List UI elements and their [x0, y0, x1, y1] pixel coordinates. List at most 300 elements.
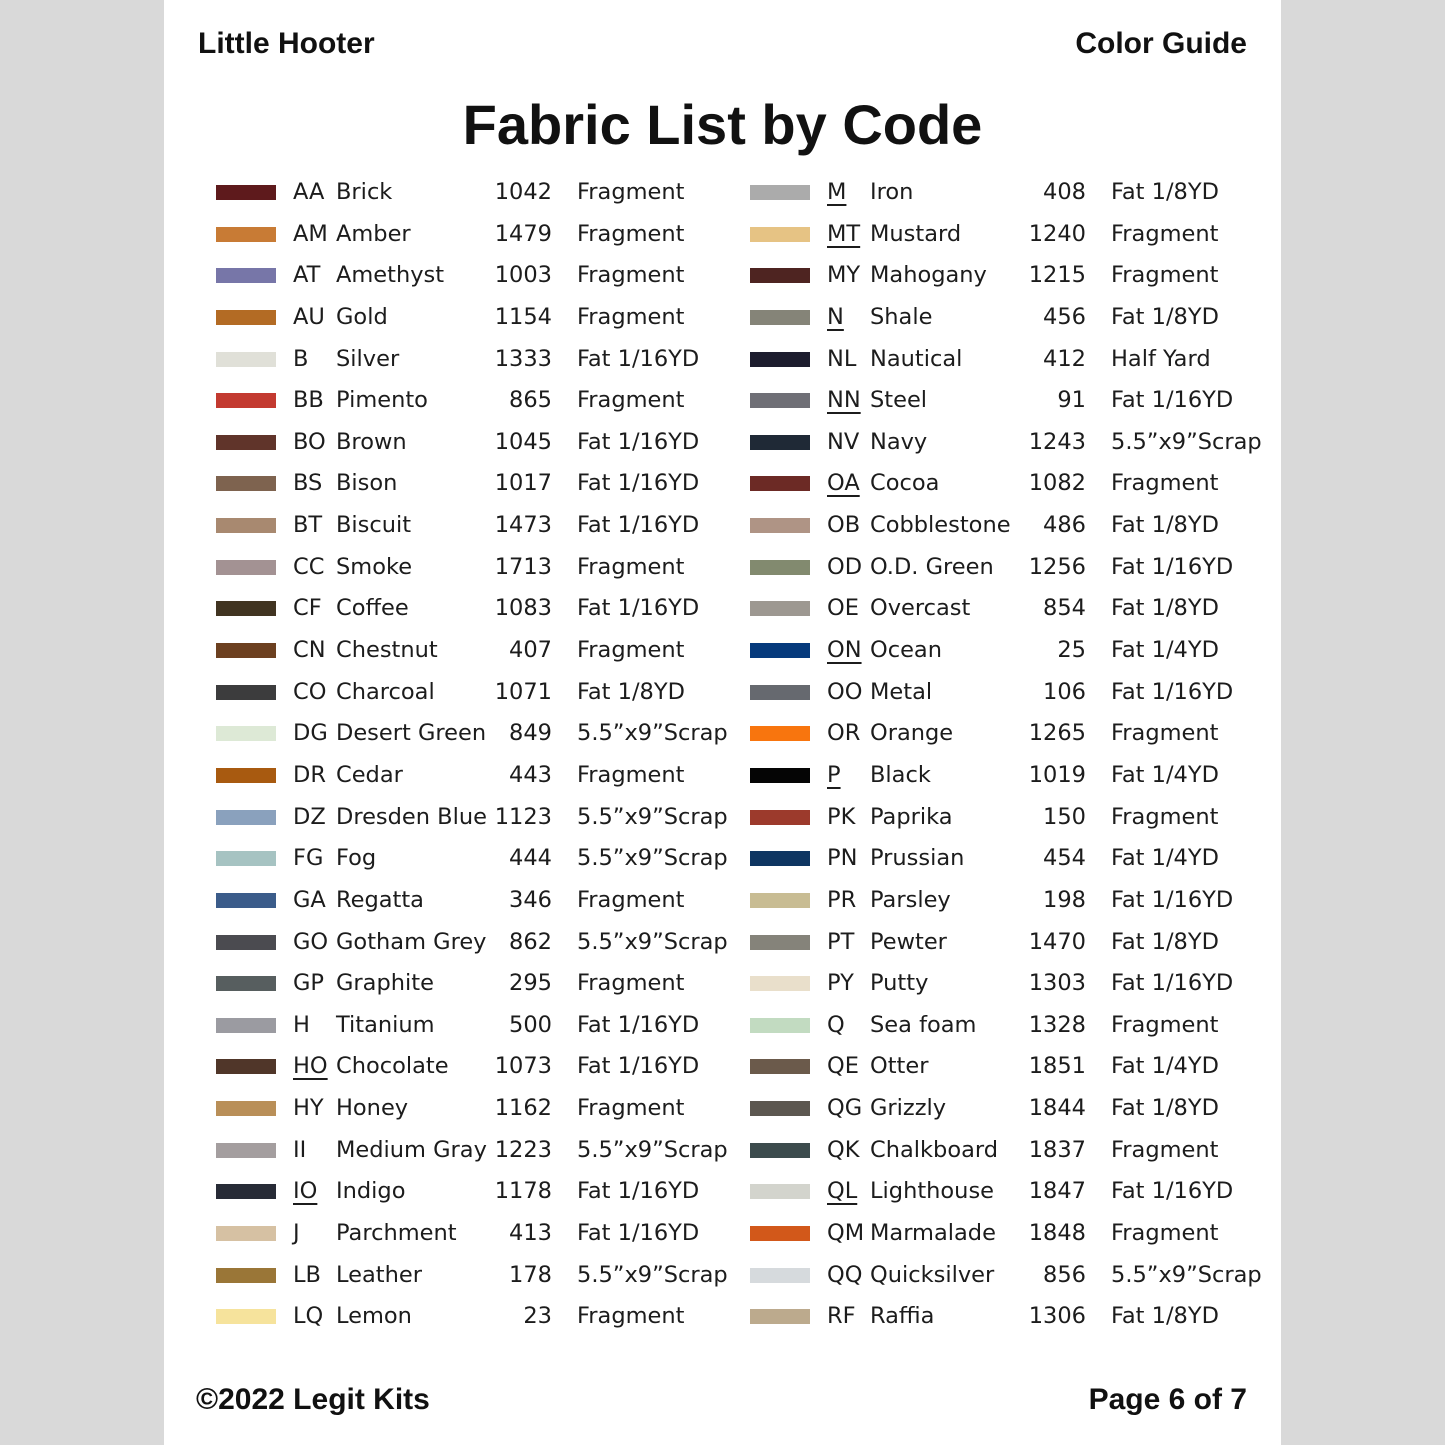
fabric-number: 178 — [509, 1261, 552, 1288]
fabric-code: BS — [293, 470, 323, 497]
color-swatch — [750, 352, 810, 367]
fabric-code: DG — [293, 720, 328, 747]
fabric-number: 1470 — [1028, 928, 1086, 955]
fabric-name: Medium Gray — [336, 1136, 487, 1163]
color-swatch — [216, 1226, 276, 1241]
fabric-code: LQ — [293, 1303, 324, 1330]
fabric-size: Fragment — [577, 1303, 685, 1330]
fabric-row — [750, 712, 1270, 754]
fabric-code: P — [827, 761, 841, 788]
fabric-number: 1265 — [1028, 720, 1086, 747]
fabric-row — [750, 1295, 1270, 1337]
fabric-number: 198 — [1043, 886, 1086, 913]
fabric-row — [216, 629, 736, 671]
fabric-size: Fat 1/8YD — [1111, 512, 1219, 539]
fabric-size: 5.5”x9”Scrap — [1111, 1261, 1262, 1288]
fabric-name: Ocean — [870, 637, 942, 664]
color-swatch — [216, 1143, 276, 1158]
fabric-number: 1306 — [1028, 1303, 1086, 1330]
fabric-code: HO — [293, 1053, 328, 1080]
fabric-size: Fat 1/8YD — [1111, 179, 1219, 205]
fabric-number: 454 — [1043, 845, 1086, 872]
color-swatch — [750, 1143, 810, 1158]
fabric-number: 1154 — [494, 303, 552, 330]
fabric-row — [216, 671, 736, 713]
fabric-size: Fragment — [577, 387, 685, 414]
fabric-number: 25 — [1057, 637, 1086, 664]
fabric-row — [216, 379, 736, 421]
color-swatch — [750, 976, 810, 991]
fabric-number: 1223 — [494, 1136, 552, 1163]
fabric-row — [216, 587, 736, 629]
color-swatch — [216, 1184, 276, 1199]
fabric-number: 856 — [1043, 1261, 1086, 1288]
fabric-row — [750, 213, 1270, 255]
fabric-code: GA — [293, 886, 326, 913]
fabric-size: Fat 1/16YD — [1111, 387, 1234, 414]
color-swatch — [750, 227, 810, 242]
fabric-number: 407 — [509, 637, 552, 664]
color-swatch — [216, 393, 276, 408]
color-swatch — [216, 310, 276, 325]
fabric-row — [216, 338, 736, 380]
fabric-code: PT — [827, 928, 855, 955]
fabric-number: 1303 — [1028, 970, 1086, 997]
fabric-name: Dresden Blue — [336, 803, 487, 830]
fabric-name: Indigo — [336, 1178, 406, 1205]
color-swatch — [750, 518, 810, 533]
fabric-name: Overcast — [870, 595, 971, 622]
color-swatch — [216, 726, 276, 741]
fabric-code: QL — [827, 1178, 858, 1205]
fabric-row — [216, 421, 736, 463]
fabric-code: OB — [827, 512, 861, 539]
fabric-number: 1082 — [1028, 470, 1086, 497]
color-swatch — [750, 1268, 810, 1283]
fabric-row — [750, 1045, 1270, 1087]
fabric-row — [216, 837, 736, 879]
fabric-row — [750, 629, 1270, 671]
fabric-size: Fragment — [1111, 262, 1219, 289]
fabric-row — [750, 1087, 1270, 1129]
fabric-size: Fat 1/16YD — [1111, 1178, 1234, 1205]
fabric-row — [216, 1045, 736, 1087]
fabric-name: Graphite — [336, 970, 434, 997]
fabric-row — [750, 421, 1270, 463]
fabric-name: Pewter — [870, 928, 947, 955]
fabric-number: 1851 — [1028, 1053, 1086, 1080]
fabric-size: 5.5”x9”Scrap — [1111, 428, 1262, 455]
fabric-size: 5.5”x9”Scrap — [577, 1136, 728, 1163]
fabric-code: NV — [827, 428, 860, 455]
color-swatch — [216, 185, 276, 200]
color-swatch — [216, 601, 276, 616]
fabric-number: 1019 — [1028, 761, 1086, 788]
fabric-name: Marmalade — [870, 1220, 996, 1247]
fabric-size: Fragment — [1111, 720, 1219, 747]
color-swatch — [750, 643, 810, 658]
fabric-row — [750, 504, 1270, 546]
fabric-row — [216, 504, 736, 546]
fabric-code: IO — [293, 1178, 318, 1205]
page-number: Page 6 of 7 — [1088, 1383, 1247, 1416]
fabric-size: Fat 1/8YD — [1111, 303, 1219, 330]
fabric-name: Parsley — [870, 886, 951, 913]
fabric-size: Fragment — [1111, 220, 1219, 247]
fabric-code: PR — [827, 886, 857, 913]
fabric-name: Lighthouse — [870, 1178, 995, 1205]
fabric-row — [750, 671, 1270, 713]
color-swatch — [750, 601, 810, 616]
fabric-size: Fat 1/16YD — [577, 1053, 700, 1080]
fabric-number: 1073 — [494, 1053, 552, 1080]
color-swatch — [216, 1059, 276, 1074]
fabric-code: QQ — [827, 1261, 863, 1288]
fabric-row — [750, 1004, 1270, 1046]
color-swatch — [750, 810, 810, 825]
fabric-size: Fat 1/4YD — [1111, 761, 1219, 788]
color-swatch — [216, 768, 276, 783]
fabric-list-left — [216, 171, 736, 1337]
fabric-code: AA — [293, 179, 325, 205]
color-swatch — [750, 726, 810, 741]
fabric-size: Fat 1/16YD — [577, 470, 700, 497]
color-swatch — [216, 643, 276, 658]
fabric-number: 1713 — [494, 553, 552, 580]
fabric-size: Fat 1/8YD — [1111, 1303, 1219, 1330]
fabric-code: DZ — [293, 803, 326, 830]
color-swatch — [750, 935, 810, 950]
fabric-code: OR — [827, 720, 861, 747]
fabric-row — [216, 254, 736, 296]
fabric-size: Fat 1/16YD — [577, 1220, 700, 1247]
fabric-name: Parchment — [336, 1220, 457, 1247]
color-swatch — [750, 851, 810, 866]
fabric-name: Honey — [336, 1095, 409, 1122]
fabric-number: 862 — [509, 928, 552, 955]
color-swatch — [216, 1268, 276, 1283]
fabric-number: 1328 — [1028, 1011, 1086, 1038]
fabric-number: 1479 — [494, 220, 552, 247]
fabric-size: Fat 1/16YD — [1111, 886, 1234, 913]
fabric-code: QE — [827, 1053, 859, 1080]
fabric-row — [750, 587, 1270, 629]
fabric-name: Steel — [870, 387, 928, 414]
fabric-number: 1042 — [494, 179, 552, 205]
color-swatch — [216, 893, 276, 908]
fabric-name: Amber — [336, 220, 411, 247]
fabric-name: O.D. Green — [870, 553, 994, 580]
fabric-number: 1071 — [494, 678, 552, 705]
fabric-number: 1045 — [494, 428, 552, 455]
fabric-code: CN — [293, 637, 326, 664]
fabric-number: 456 — [1043, 303, 1086, 330]
fabric-size: Fat 1/16YD — [577, 595, 700, 622]
fabric-row — [216, 296, 736, 338]
fabric-size: Fat 1/16YD — [1111, 970, 1234, 997]
fabric-number: 1333 — [494, 345, 552, 372]
fabric-size: Fragment — [1111, 803, 1219, 830]
color-swatch — [750, 393, 810, 408]
fabric-name: Lemon — [336, 1303, 412, 1330]
fabric-size: Fat 1/16YD — [577, 512, 700, 539]
fabric-number: 1256 — [1028, 553, 1086, 580]
fabric-code: OD — [827, 553, 863, 580]
fabric-code: M — [827, 179, 847, 205]
guide-label: Color Guide — [1075, 27, 1247, 60]
fabric-code: CO — [293, 678, 327, 705]
fabric-size: Fragment — [577, 303, 685, 330]
fabric-row — [750, 1170, 1270, 1212]
fabric-row — [216, 712, 736, 754]
fabric-list-right — [750, 171, 1270, 1337]
fabric-row — [750, 879, 1270, 921]
fabric-size: Fat 1/8YD — [577, 678, 685, 705]
fabric-code: GO — [293, 928, 329, 955]
fabric-code: AU — [293, 303, 325, 330]
fabric-size: 5.5”x9”Scrap — [577, 928, 728, 955]
fabric-code: AT — [293, 262, 321, 289]
fabric-row — [750, 546, 1270, 588]
fabric-size: Fragment — [577, 1095, 685, 1122]
color-swatch — [750, 1309, 810, 1324]
fabric-name: Cobblestone — [870, 512, 1011, 539]
color-swatch — [750, 1059, 810, 1074]
fabric-name: Pimento — [336, 387, 428, 414]
fabric-name: Chocolate — [336, 1053, 449, 1080]
color-swatch — [750, 268, 810, 283]
fabric-number: 1848 — [1028, 1220, 1086, 1247]
fabric-row — [750, 254, 1270, 296]
fabric-row — [750, 1212, 1270, 1254]
fabric-row — [750, 1129, 1270, 1171]
fabric-number: 295 — [509, 970, 552, 997]
color-swatch — [750, 185, 810, 200]
color-swatch — [216, 476, 276, 491]
fabric-row — [216, 1087, 736, 1129]
fabric-row — [750, 837, 1270, 879]
fabric-row — [216, 213, 736, 255]
fabric-code: MT — [827, 220, 861, 247]
fabric-name: Otter — [870, 1053, 929, 1080]
fabric-size: 5.5”x9”Scrap — [577, 1261, 728, 1288]
fabric-name: Iron — [870, 179, 914, 205]
fabric-row — [216, 879, 736, 921]
fabric-row — [750, 1254, 1270, 1296]
fabric-size: Fat 1/16YD — [577, 428, 700, 455]
fabric-row — [750, 296, 1270, 338]
fabric-size: Fragment — [577, 970, 685, 997]
fabric-number: 91 — [1057, 387, 1086, 414]
fabric-size: Fragment — [1111, 470, 1219, 497]
fabric-row — [750, 921, 1270, 963]
color-swatch — [216, 352, 276, 367]
fabric-size: Fat 1/16YD — [577, 1011, 700, 1038]
fabric-size: 5.5”x9”Scrap — [577, 720, 728, 747]
fabric-name: Brown — [336, 428, 407, 455]
fabric-name: Quicksilver — [870, 1261, 995, 1288]
fabric-number: 150 — [1043, 803, 1086, 830]
fabric-row — [750, 462, 1270, 504]
color-swatch — [750, 1101, 810, 1116]
fabric-number: 1215 — [1028, 262, 1086, 289]
fabric-row — [216, 462, 736, 504]
fabric-row — [216, 1170, 736, 1212]
fabric-number: 346 — [509, 886, 552, 913]
fabric-code: PK — [827, 803, 856, 830]
fabric-name: Shale — [870, 303, 933, 330]
fabric-row — [750, 171, 1270, 213]
color-swatch — [216, 935, 276, 950]
fabric-number: 23 — [523, 1303, 552, 1330]
fabric-name: Biscuit — [336, 512, 412, 539]
color-swatch — [750, 685, 810, 700]
fabric-name: Cocoa — [870, 470, 940, 497]
fabric-number: 486 — [1043, 512, 1086, 539]
fabric-name: Raffia — [870, 1303, 935, 1330]
fabric-number: 1123 — [494, 803, 552, 830]
fabric-number: 443 — [509, 761, 552, 788]
fabric-code: NL — [827, 345, 857, 372]
fabric-code: QK — [827, 1136, 860, 1163]
fabric-number: 849 — [509, 720, 552, 747]
page-title: Fabric List by Code — [462, 93, 983, 156]
fabric-name: Orange — [870, 720, 954, 747]
fabric-code: NN — [827, 387, 861, 414]
fabric-name: Putty — [870, 970, 929, 997]
fabric-name: Chestnut — [336, 637, 438, 664]
fabric-code: BT — [293, 512, 323, 539]
fabric-number: 106 — [1043, 678, 1086, 705]
fabric-name: Black — [870, 761, 931, 788]
fabric-code: QG — [827, 1095, 863, 1122]
fabric-number: 1003 — [494, 262, 552, 289]
fabric-row — [216, 754, 736, 796]
fabric-name: Regatta — [336, 886, 424, 913]
fabric-row — [216, 1129, 736, 1171]
fabric-name: Bison — [336, 470, 398, 497]
fabric-number: 1017 — [494, 470, 552, 497]
fabric-number: 1473 — [494, 512, 552, 539]
fabric-code: PN — [827, 845, 858, 872]
color-swatch — [750, 1018, 810, 1033]
fabric-name: Mustard — [870, 220, 962, 247]
fabric-number: 1837 — [1028, 1136, 1086, 1163]
fabric-code: OA — [827, 470, 860, 497]
fabric-name: Leather — [336, 1261, 422, 1288]
color-swatch — [216, 227, 276, 242]
fabric-number: 1844 — [1028, 1095, 1086, 1122]
copyright: ©2022 Legit Kits — [196, 1383, 430, 1416]
fabric-number: 1243 — [1028, 428, 1086, 455]
fabric-name: Navy — [870, 428, 928, 455]
color-swatch — [216, 1018, 276, 1033]
fabric-name: Titanium — [336, 1011, 435, 1038]
fabric-name: Brick — [336, 179, 393, 205]
color-swatch — [750, 893, 810, 908]
color-swatch — [216, 1309, 276, 1324]
fabric-size: Fragment — [577, 220, 685, 247]
color-swatch — [750, 1184, 810, 1199]
fabric-size: Fat 1/16YD — [1111, 678, 1234, 705]
fabric-code: OO — [827, 678, 863, 705]
guide-page — [164, 0, 1281, 1445]
fabric-number: 412 — [1043, 345, 1086, 372]
fabric-code: ON — [827, 637, 862, 664]
fabric-row — [750, 379, 1270, 421]
fabric-row — [750, 754, 1270, 796]
fabric-row — [216, 962, 736, 1004]
fabric-code: GP — [293, 970, 325, 997]
fabric-code: CF — [293, 595, 322, 622]
fabric-code: II — [293, 1136, 307, 1163]
color-swatch — [216, 560, 276, 575]
fabric-name: Cedar — [336, 761, 403, 788]
color-swatch — [750, 476, 810, 491]
color-swatch — [216, 976, 276, 991]
fabric-code: H — [293, 1011, 310, 1038]
fabric-code: RF — [827, 1303, 856, 1330]
color-swatch — [216, 435, 276, 450]
fabric-name: Gotham Grey — [336, 928, 487, 955]
fabric-number: 408 — [1043, 179, 1086, 205]
fabric-code: LB — [293, 1261, 321, 1288]
fabric-name: Smoke — [336, 553, 413, 580]
fabric-code: BO — [293, 428, 326, 455]
fabric-code: CC — [293, 553, 325, 580]
color-swatch — [216, 1101, 276, 1116]
fabric-number: 1162 — [494, 1095, 552, 1122]
fabric-size: 5.5”x9”Scrap — [577, 845, 728, 872]
fabric-code: PY — [827, 970, 854, 997]
fabric-size: Fragment — [577, 637, 685, 664]
color-swatch — [216, 851, 276, 866]
fabric-code: DR — [293, 761, 326, 788]
color-swatch — [216, 685, 276, 700]
fabric-size: Fragment — [1111, 1220, 1219, 1247]
fabric-size: Fat 1/4YD — [1111, 1053, 1219, 1080]
fabric-row — [216, 171, 736, 213]
fabric-row — [216, 1004, 736, 1046]
fabric-code: FG — [293, 845, 324, 872]
fabric-number: 1178 — [494, 1178, 552, 1205]
fabric-name: Nautical — [870, 345, 963, 372]
fabric-size: Fat 1/4YD — [1111, 845, 1219, 872]
fabric-name: Prussian — [870, 845, 965, 872]
fabric-code: Q — [827, 1011, 845, 1038]
fabric-name: Amethyst — [336, 262, 445, 289]
fabric-code: MY — [827, 262, 861, 289]
color-swatch — [750, 435, 810, 450]
fabric-row — [216, 1254, 736, 1296]
fabric-name: Grizzly — [870, 1095, 947, 1122]
fabric-number: 413 — [509, 1220, 552, 1247]
color-swatch — [750, 310, 810, 325]
fabric-code: AM — [293, 220, 328, 247]
fabric-number: 1847 — [1028, 1178, 1086, 1205]
fabric-code: QM — [827, 1220, 865, 1247]
fabric-size: Fat 1/8YD — [1111, 928, 1219, 955]
fabric-code: HY — [293, 1095, 324, 1122]
fabric-size: Fragment — [1111, 1136, 1219, 1163]
fabric-row — [216, 921, 736, 963]
fabric-size: Fragment — [577, 553, 685, 580]
fabric-name: Sea foam — [870, 1011, 977, 1038]
fabric-size: Fragment — [577, 179, 685, 205]
fabric-size: Fragment — [577, 761, 685, 788]
fabric-size: Fat 1/16YD — [577, 345, 700, 372]
fabric-name: Charcoal — [336, 678, 435, 705]
